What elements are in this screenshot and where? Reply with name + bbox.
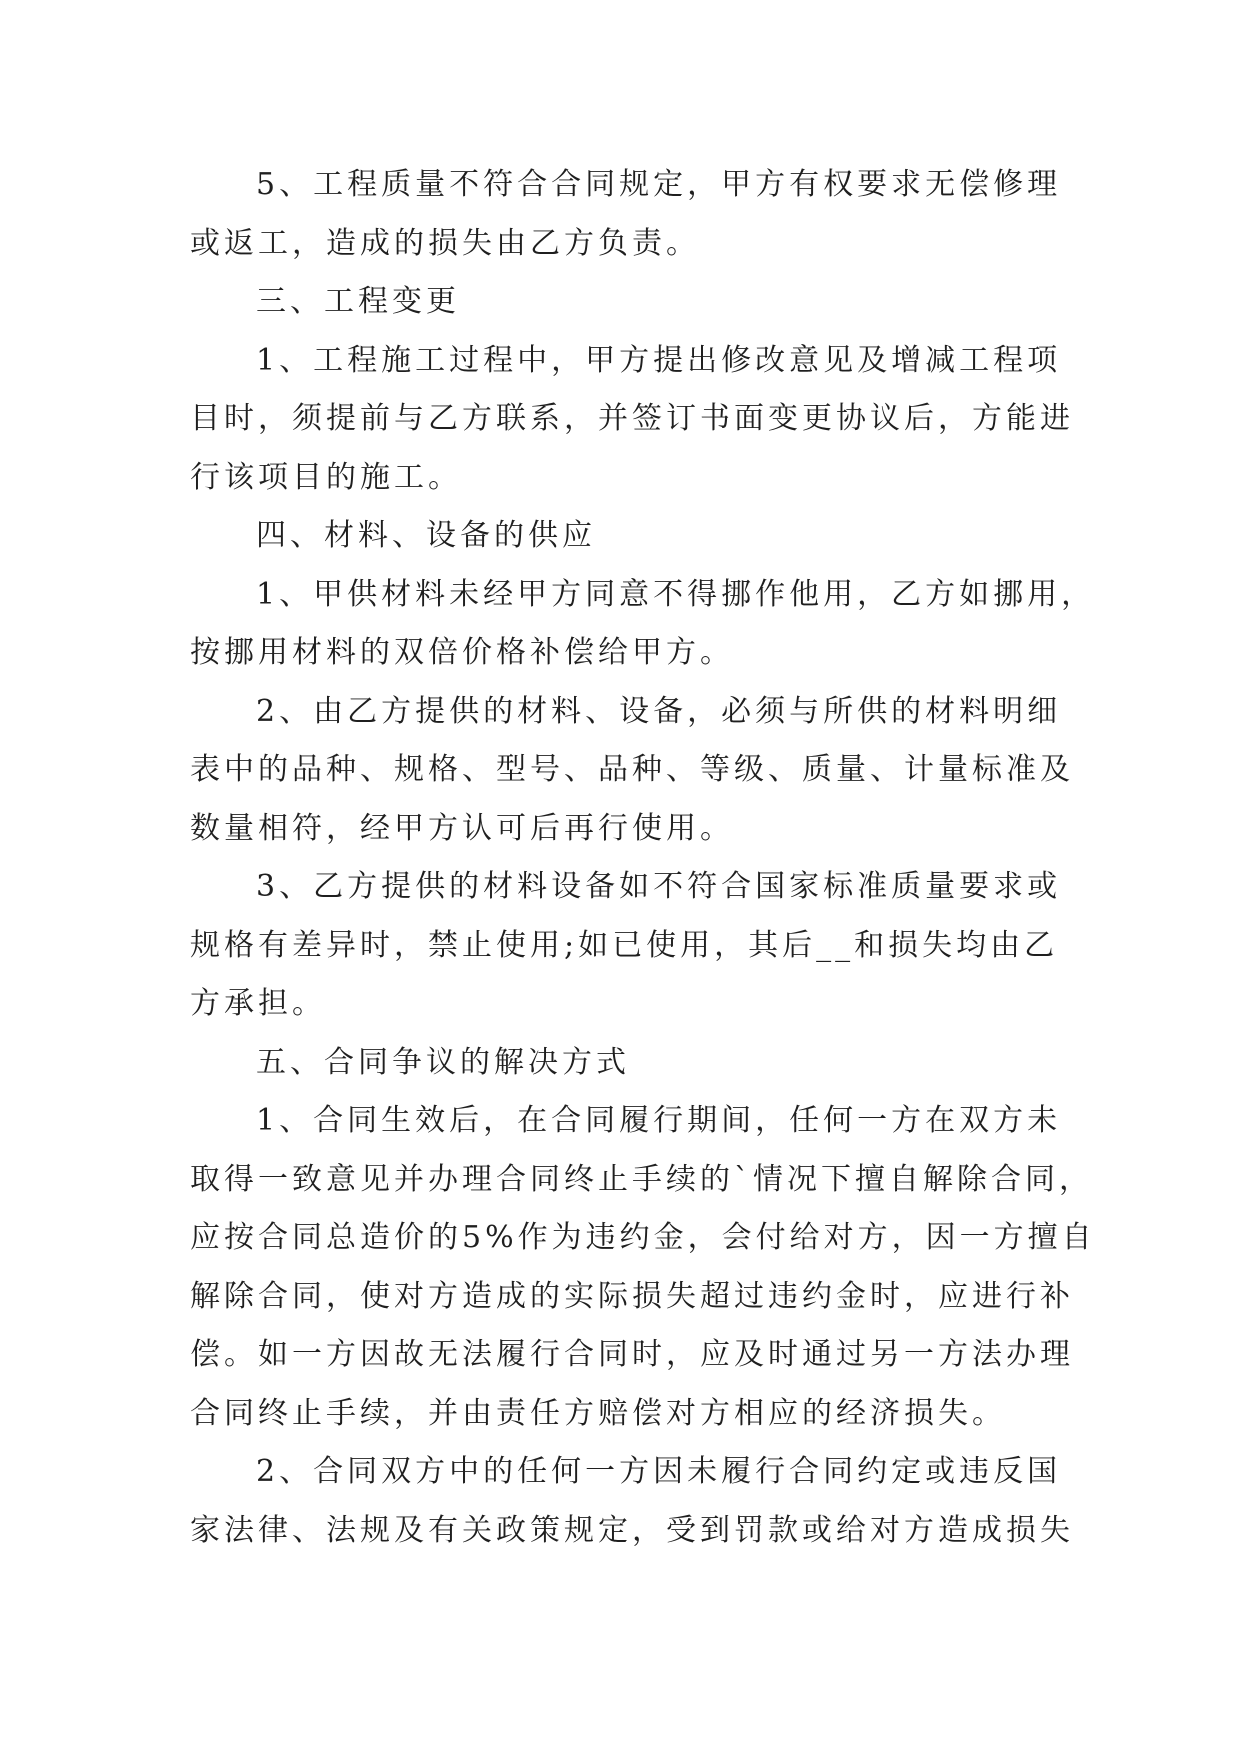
- paragraph-line: 应按合同总造价的5%作为违约金，会付给对方，因一方擅自: [190, 1220, 1096, 1255]
- paragraph-line: 或返工，造成的损失由乙方负责。: [190, 225, 700, 261]
- paragraph-line: 行该项目的施工。: [190, 459, 462, 495]
- section-heading: 五、合同争议的解决方式: [256, 1044, 630, 1080]
- document-body: [190, 156, 1096, 1560]
- section-heading: 三、工程变更: [256, 284, 460, 319]
- paragraph-line: 家法律、法规及有关政策规定，受到罚款或给对方造成损失: [190, 1512, 1074, 1548]
- section-heading: 四、材料、设备的供应: [256, 518, 596, 553]
- paragraph-line: 5、工程质量不符合合同规定，甲方有权要求无偿修理: [256, 167, 1062, 202]
- paragraph-line: 1、合同生效后，在合同履行期间，任何一方在双方未: [256, 1103, 1062, 1138]
- paragraph-line: 规格有差异时，禁止使用;如已使用，其后__和损失均由乙: [190, 927, 1059, 963]
- paragraph-line: 3、乙方提供的材料设备如不符合国家标准质量要求或: [256, 869, 1062, 904]
- paragraph-line: 解除合同，使对方造成的实际损失超过违约金时，应进行补: [190, 1278, 1074, 1314]
- paragraph-line: 1、甲供材料未经甲方同意不得挪作他用，乙方如挪用，: [256, 576, 1096, 612]
- paragraph-line: 偿。如一方因故无法履行合同时，应及时通过另一方法办理: [190, 1337, 1074, 1372]
- paragraph-line: 2、合同双方中的任何一方因未履行合同约定或违反国: [256, 1454, 1062, 1489]
- paragraph-line: 目时，须提前与乙方联系，并签订书面变更协议后，方能进: [190, 401, 1074, 436]
- paragraph-line: 数量相符，经甲方认可后再行使用。: [190, 810, 734, 846]
- paragraph-line: 1、工程施工过程中，甲方提出修改意见及增减工程项: [256, 342, 1062, 378]
- paragraph-line: 合同终止手续，并由责任方赔偿对方相应的经济损失。: [190, 1395, 1006, 1431]
- paragraph-line: 按挪用材料的双倍价格补偿给甲方。: [190, 635, 734, 670]
- paragraph-line: 2、由乙方提供的材料、设备，必须与所供的材料明细: [256, 693, 1062, 729]
- paragraph-line: 表中的品种、规格、型号、品种、等级、质量、计量标准及: [190, 752, 1074, 787]
- paragraph-line: 方承担。: [190, 986, 326, 1021]
- paragraph-line: 取得一致意见并办理合同终止手续的`情况下擅自解除合同，: [190, 1161, 1093, 1197]
